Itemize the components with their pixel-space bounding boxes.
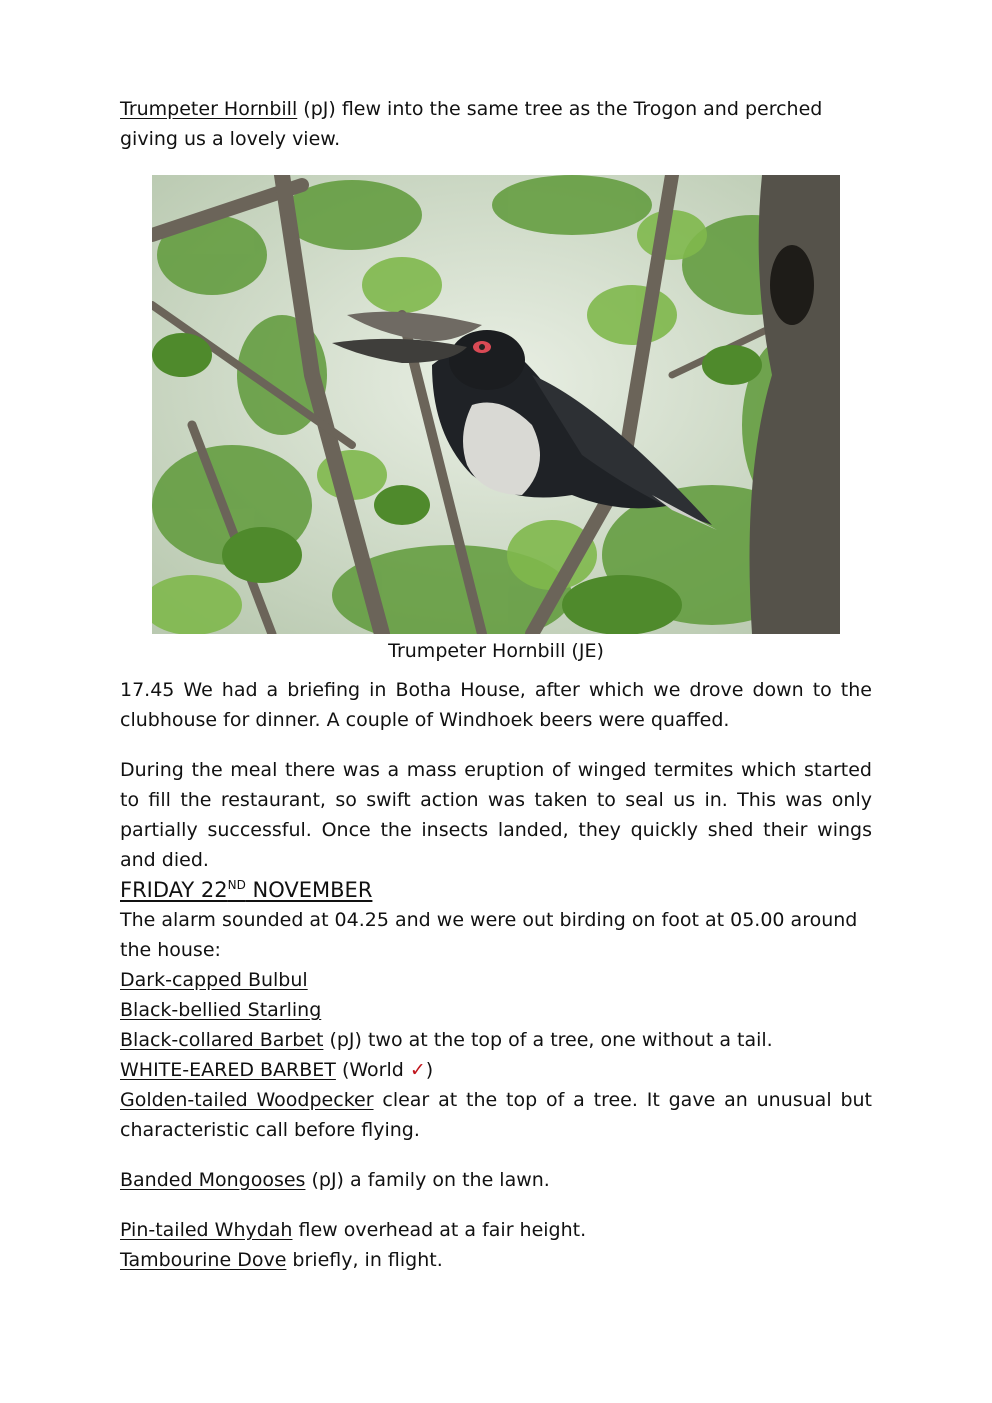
list-item: Black-bellied Starling [120,999,322,1021]
species-name: Trumpeter Hornbill [120,98,298,120]
section-intro: The alarm sounded at 04.25 and we were out birding on foot at 05.00 around the house: [120,909,858,961]
list-item: Golden-tailed Woodpecker clear at the top of a tree. It gave an unusual but characteristic call before flying. [120,1089,872,1141]
paragraph-briefing: 17.45 We had a briefing in Botha House, after which we drove down to the clubhouse for dinner. A couple of Windhoek beers were quaffed. [120,679,872,731]
intro-paragraph [120,94,872,154]
intro-text: (pJ) flew into the same tree as the Trogon and perched giving us a lovely view. [120,98,823,150]
list-item: Tambourine Dove briefly, in flight. [120,1249,443,1271]
list-item: Black-collared Barbet (pJ) two at the top of a tree, one without a tail. [120,1029,773,1051]
tick-icon: ✓ [409,1059,426,1081]
section-heading: FRIDAY 22ND NOVEMBER [120,878,373,902]
diary-content [120,675,872,1275]
list-item: Banded Mongooses (pJ) a family on the lawn. [120,1169,550,1191]
list-item: Dark-capped Bulbul [120,969,308,991]
paragraph-termites: During the meal there was a mass eruption of winged termites which started to fill the restaurant, so swift action was taken to seal us in. This was only partially successful. Once the insects landed, they quickly shed their wings and died. [120,759,872,871]
photo-caption: Trumpeter Hornbill (JE) [388,640,604,662]
list-item: WHITE-EARED BARBET (World ✓) [120,1059,434,1081]
list-item: Pin-tailed Whydah flew overhead at a fair height. [120,1219,587,1241]
hornbill-photo [152,175,840,634]
